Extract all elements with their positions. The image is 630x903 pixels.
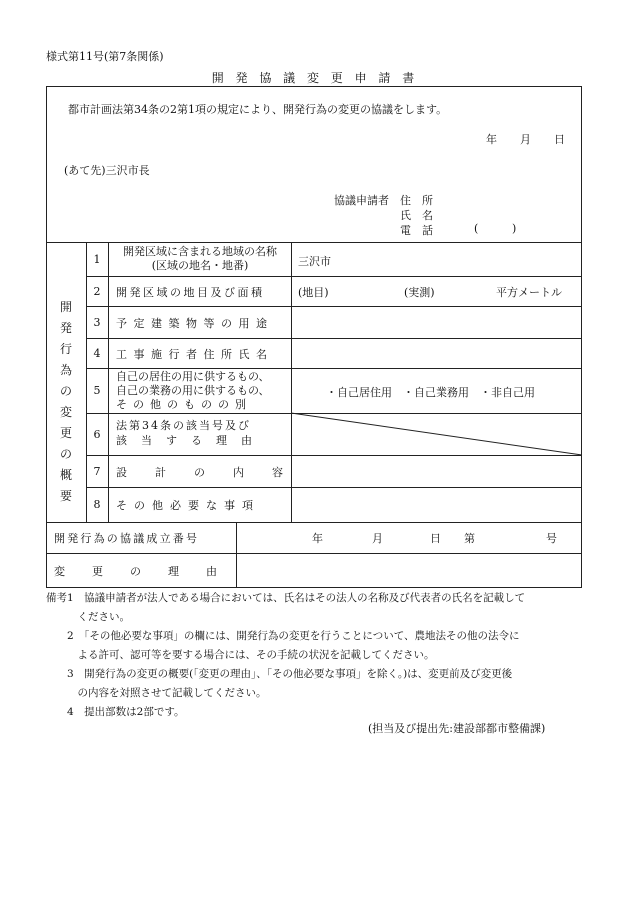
change-reason-label: 変更の理由 bbox=[54, 565, 244, 578]
row-label-contractor: 工事施行者住所氏名 bbox=[116, 348, 274, 361]
note-line: よる許可、認可等を要する場合には、その手続の状況を記載してください。 bbox=[46, 649, 435, 661]
other-field[interactable] bbox=[291, 487, 582, 522]
note-line: ください。 bbox=[46, 611, 130, 623]
note-line: 2 「その他必要な事項」の欄には、開発行為の変更を行うことについて、農地法その他の法令に bbox=[46, 630, 520, 642]
square-meter-label: 平方メートル bbox=[496, 286, 562, 299]
contractor-field[interactable] bbox=[291, 338, 582, 368]
row-number: 5 bbox=[93, 384, 101, 397]
design-field[interactable] bbox=[291, 455, 582, 487]
addressee-text: (あて先)三沢市長 bbox=[64, 164, 150, 177]
notes-block bbox=[46, 589, 586, 722]
land-category-label: (地目) bbox=[298, 286, 329, 299]
building-use-field[interactable] bbox=[291, 306, 582, 338]
phone-paren-open: ( bbox=[474, 222, 479, 235]
document-title: 開 発 協 議 変 更 申 請 書 bbox=[211, 71, 419, 85]
row-label-design: 設計の内容 bbox=[116, 466, 311, 479]
approval-number-label: 開発行為の協議成立番号 bbox=[54, 532, 200, 545]
contact-text: (担当及び提出先:建設部都市整備課) bbox=[368, 722, 546, 735]
survey-label: (実測) bbox=[404, 286, 435, 299]
row-label-building-use: 予定建築物等の用途 bbox=[116, 317, 274, 330]
section-label-vertical: 開 発 行 為 の 変 更 の 概 要 bbox=[59, 300, 72, 503]
applicant-name-label: 氏 名 bbox=[400, 209, 433, 222]
approval-dai-label: 第 bbox=[464, 532, 475, 545]
date-month-label: 月 bbox=[520, 133, 531, 146]
note-line: の内容を対照させて記載してください。 bbox=[46, 687, 267, 699]
form-number: 様式第11号(第7条関係) bbox=[46, 50, 164, 63]
row-label-article34: 法第34条の該当号及び 該当する理由 bbox=[116, 419, 266, 447]
use-type-options[interactable]: ・自己居住用 ・自己業務用 ・非自己用 bbox=[326, 386, 535, 399]
row-number: 1 bbox=[93, 252, 101, 266]
row-label-area-name: 開発区域に含まれる地域の名称 (区域の地名・地番) bbox=[123, 245, 277, 272]
row-number: 4 bbox=[93, 346, 101, 360]
note-line: 備考1 協議申請者が法人である場合においては、氏名はその法人の名称及び代表者の氏名を記載して bbox=[46, 592, 526, 604]
change-reason-field[interactable] bbox=[237, 553, 582, 588]
date-day-label: 日 bbox=[554, 133, 565, 146]
row-number: 3 bbox=[93, 315, 101, 329]
statement-text: 都市計画法第34条の2第1項の規定により、開発行為の変更の協議をします。 bbox=[68, 103, 448, 116]
row-label-other: その他必要な事項 bbox=[116, 499, 260, 512]
approval-year-label: 年 bbox=[312, 532, 323, 545]
approval-month-label: 月 bbox=[372, 532, 383, 545]
date-year-label: 年 bbox=[486, 133, 497, 146]
note-line: 3 開発行為の変更の概要(「変更の理由」、「その他必要な事項」を除く。)は、変更前及び変更後 bbox=[46, 668, 513, 680]
note-line: 4 提出部数は2部です。 bbox=[46, 706, 185, 718]
applicant-label: 協議申請者 bbox=[334, 194, 389, 207]
applicant-phone-label: 電 話 bbox=[400, 224, 433, 237]
row-number: 8 bbox=[93, 498, 101, 511]
row-number: 6 bbox=[93, 427, 101, 441]
row-number: 2 bbox=[93, 284, 101, 298]
row-label-use-type: 自己の居住の用に供するもの、 自己の業務の用に供するもの、 その他のものの別 bbox=[116, 370, 270, 411]
area-name-value[interactable]: 三沢市 bbox=[298, 255, 331, 268]
row-label-land-category: 開発区域の地目及び面積 bbox=[116, 286, 265, 299]
applicant-address-label: 住 所 bbox=[400, 194, 433, 207]
row-number: 7 bbox=[93, 464, 101, 478]
phone-paren-close: ) bbox=[512, 222, 517, 235]
approval-go-label: 号 bbox=[546, 532, 557, 545]
approval-day-label: 日 bbox=[430, 532, 441, 545]
